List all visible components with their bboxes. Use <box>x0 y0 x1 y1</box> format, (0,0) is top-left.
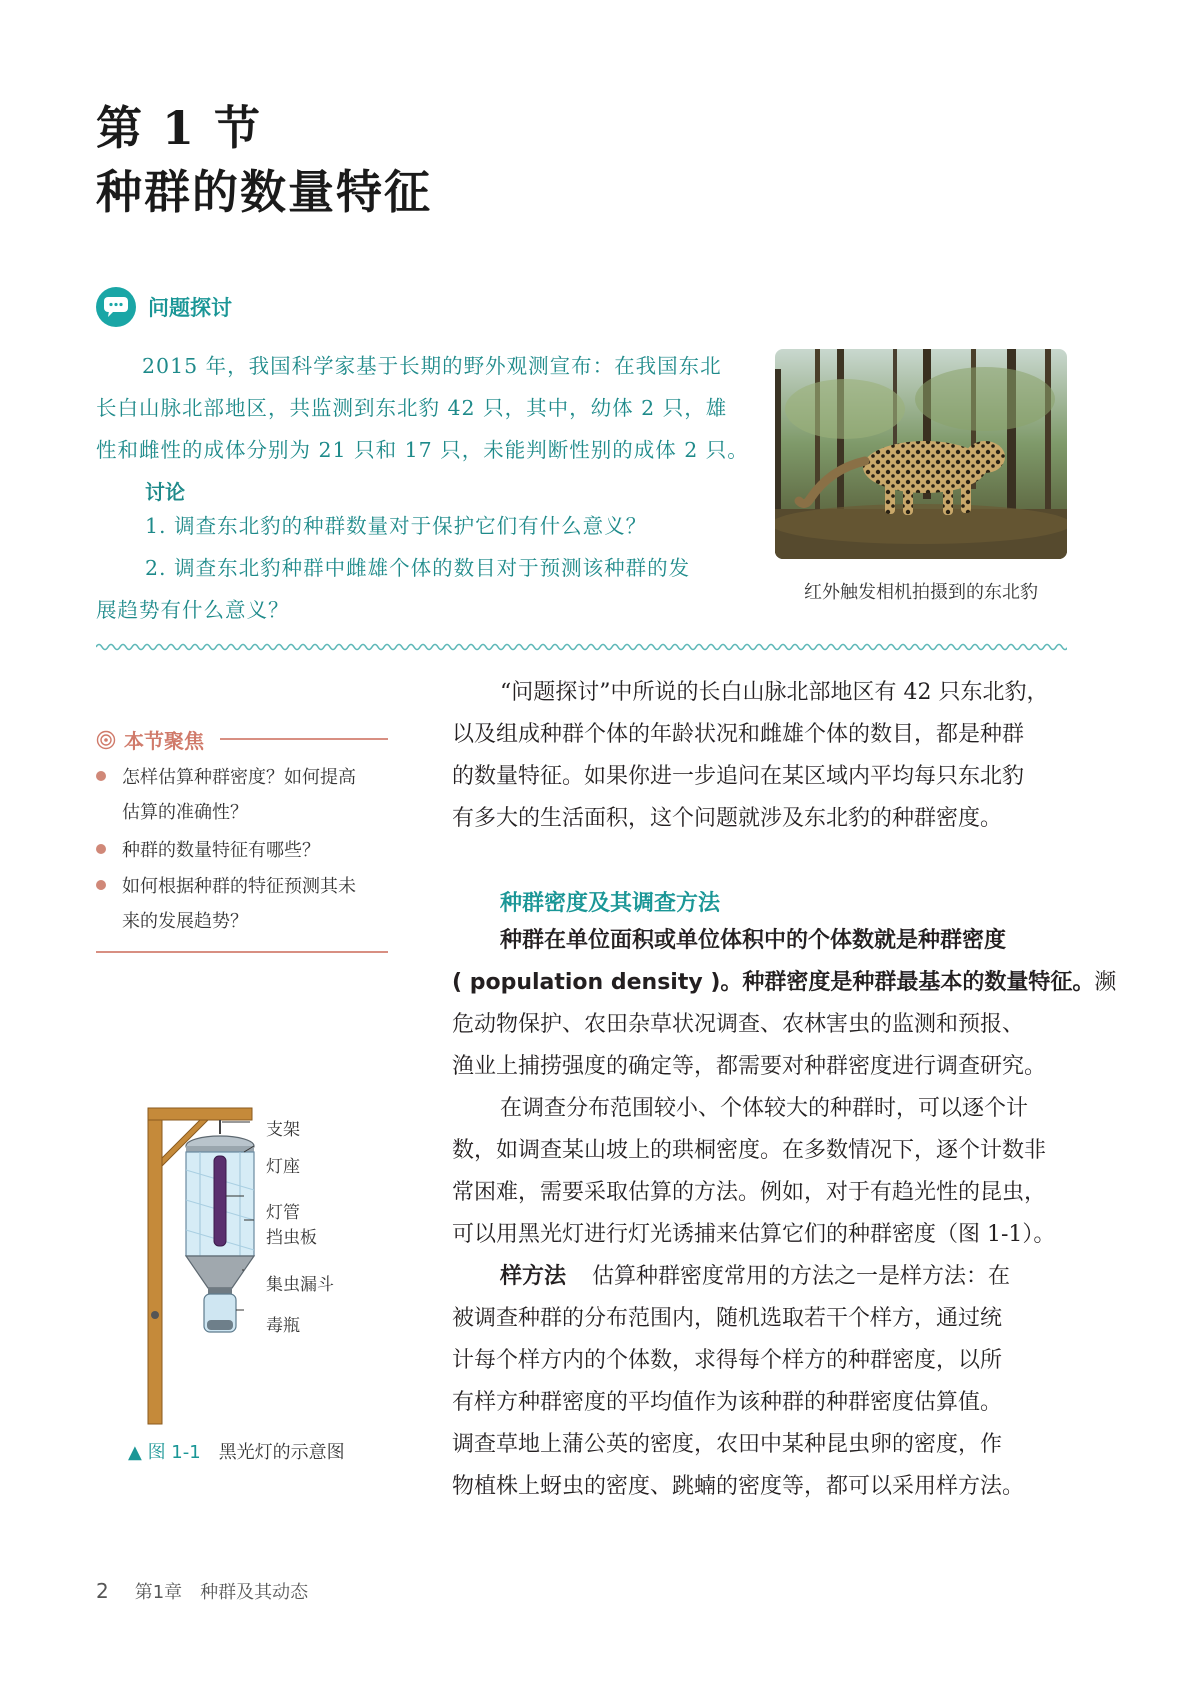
discussion-subhead: 讨论 <box>145 480 185 504</box>
focus-item-cont: 来的发展趋势？ <box>122 911 248 932</box>
discussion-label: 问题探讨 <box>148 296 232 320</box>
sample-method-line: 物植株上蚜虫的密度、跳蝻的密度等，都可以采用样方法。 <box>452 1474 1025 1499</box>
discussion-question-2a: 2. 调查东北豹种群中雌雄个体的数目对于预测该种群的发 <box>145 556 691 580</box>
chapter-label: 第1章 种群及其动态 <box>134 1582 309 1603</box>
section-title: 种群的数量特征 <box>96 165 432 219</box>
sample-method-line: 被调查种群的分布范围内，随机选取若干个样方，通过统 <box>452 1306 1003 1331</box>
section-heading: 种群密度及其调查方法 <box>500 891 721 916</box>
page-number: 2 <box>96 1579 109 1603</box>
focus-top-rule <box>220 738 388 740</box>
definition-line-1: 种群在单位面积或单位体积中的个体数就是种群密度 <box>500 928 1007 953</box>
sample-method-line: 计每个样方内的个体数，求得每个样方的种群密度，以所 <box>452 1348 1003 1373</box>
sample-method-line-1: 样方法 估算种群密度常用的方法之一是样方法：在 <box>500 1264 1011 1289</box>
photo-caption: 红外触发相机拍摄到的东北豹 <box>804 582 1038 603</box>
label-lamp-holder: 灯座 <box>266 1157 300 1177</box>
wavy-divider <box>96 640 1067 654</box>
discussion-question-1: 1. 调查东北豹的种群数量对于保护它们有什么意义？ <box>145 514 648 538</box>
focus-bottom-rule <box>96 951 388 953</box>
discussion-header <box>96 285 232 329</box>
bullet-icon <box>96 844 106 854</box>
discussion-line-1: 2015 年，我国科学家基于长期的野外观测宣布：在我国东北 <box>142 354 722 378</box>
counting-line: 在调查分布范围较小、个体较大的种群时，可以逐个计 <box>500 1096 1029 1121</box>
counting-line: 数，如调查某山坡上的珙桐密度。在多数情况下，逐个计数非 <box>452 1138 1047 1163</box>
label-insect-baffle: 挡虫板 <box>266 1228 317 1248</box>
figure-caption <box>128 1438 345 1464</box>
counting-line: 可以用黑光灯进行灯光诱捕来估算它们的种群密度（图 1-1）。 <box>452 1222 1056 1247</box>
label-frame: 支架 <box>266 1120 300 1140</box>
sample-method-line: 有样方种群密度的平均值作为该种群的种群密度估算值。 <box>452 1390 1003 1415</box>
counting-line: 常困难，需要采取估算的方法。例如，对于有趋光性的昆虫， <box>452 1180 1047 1205</box>
focus-title: 本节聚焦 <box>124 729 204 753</box>
label-collecting-funnel: 集虫漏斗 <box>266 1275 334 1295</box>
term-sample-method: 样方法 <box>500 1264 567 1289</box>
bullet-icon <box>96 880 106 890</box>
focus-item: 怎样估算种群密度？如何提高 <box>96 760 356 795</box>
discussion-line-2: 长白山脉北部地区，共监测到东北豹 42 只，其中，幼体 2 只，雄 <box>96 396 728 420</box>
focus-header <box>96 725 204 754</box>
body-intro-line: 以及组成种群个体的年龄状况和雌雄个体的数目，都是种群 <box>452 722 1025 747</box>
label-lamp-tube: 灯管 <box>266 1203 300 1223</box>
target-icon <box>96 730 116 750</box>
page-footer <box>96 1578 308 1604</box>
body-intro-line: 的数量特征。如果你进一步追问在某区域内平均每只东北豹 <box>452 764 1025 789</box>
focus-item: 如何根据种群的特征预测其未 <box>96 869 356 904</box>
bullet-icon <box>96 771 106 781</box>
body-intro-line: 有多大的生活面积，这个问题就涉及东北豹的种群密度。 <box>452 806 1003 831</box>
leopard-photo <box>775 349 1067 559</box>
label-poison-bottle: 毒瓶 <box>266 1316 300 1336</box>
figure-caption-text: 黑光灯的示意图 <box>218 1442 345 1463</box>
sample-method-line: 调查草地上蒲公英的密度，农田中某种昆虫卵的密度，作 <box>452 1432 1003 1457</box>
discussion-line-3: 性和雌性的成体分别为 21 只和 17 只，未能判断性别的成体 2 只。 <box>96 438 749 462</box>
section-number: 第 1 节 <box>96 101 263 155</box>
figure-number: ▲ 图 1-1 <box>128 1442 201 1463</box>
black-light-trap-diagram <box>120 1100 420 1430</box>
focus-item-cont: 估算的准确性？ <box>122 802 248 823</box>
body-intro-line: “问题探讨”中所说的长白山脉北部地区有 42 只东北豹， <box>500 680 1049 705</box>
focus-item: 种群的数量特征有哪些？ <box>96 833 320 868</box>
discussion-question-2b: 展趋势有什么意义？ <box>96 598 290 622</box>
definition-line: 渔业上捕捞强度的确定等，都需要对种群密度进行调查研究。 <box>452 1054 1047 1079</box>
definition-line: 危动物保护、农田杂草状况调查、农林害虫的监测和预报、 <box>452 1012 1025 1037</box>
definition-line-2: ( population density )。种群密度是种群最基本的数量特征。濒 <box>452 970 1117 995</box>
chat-bubble-icon <box>96 287 136 327</box>
